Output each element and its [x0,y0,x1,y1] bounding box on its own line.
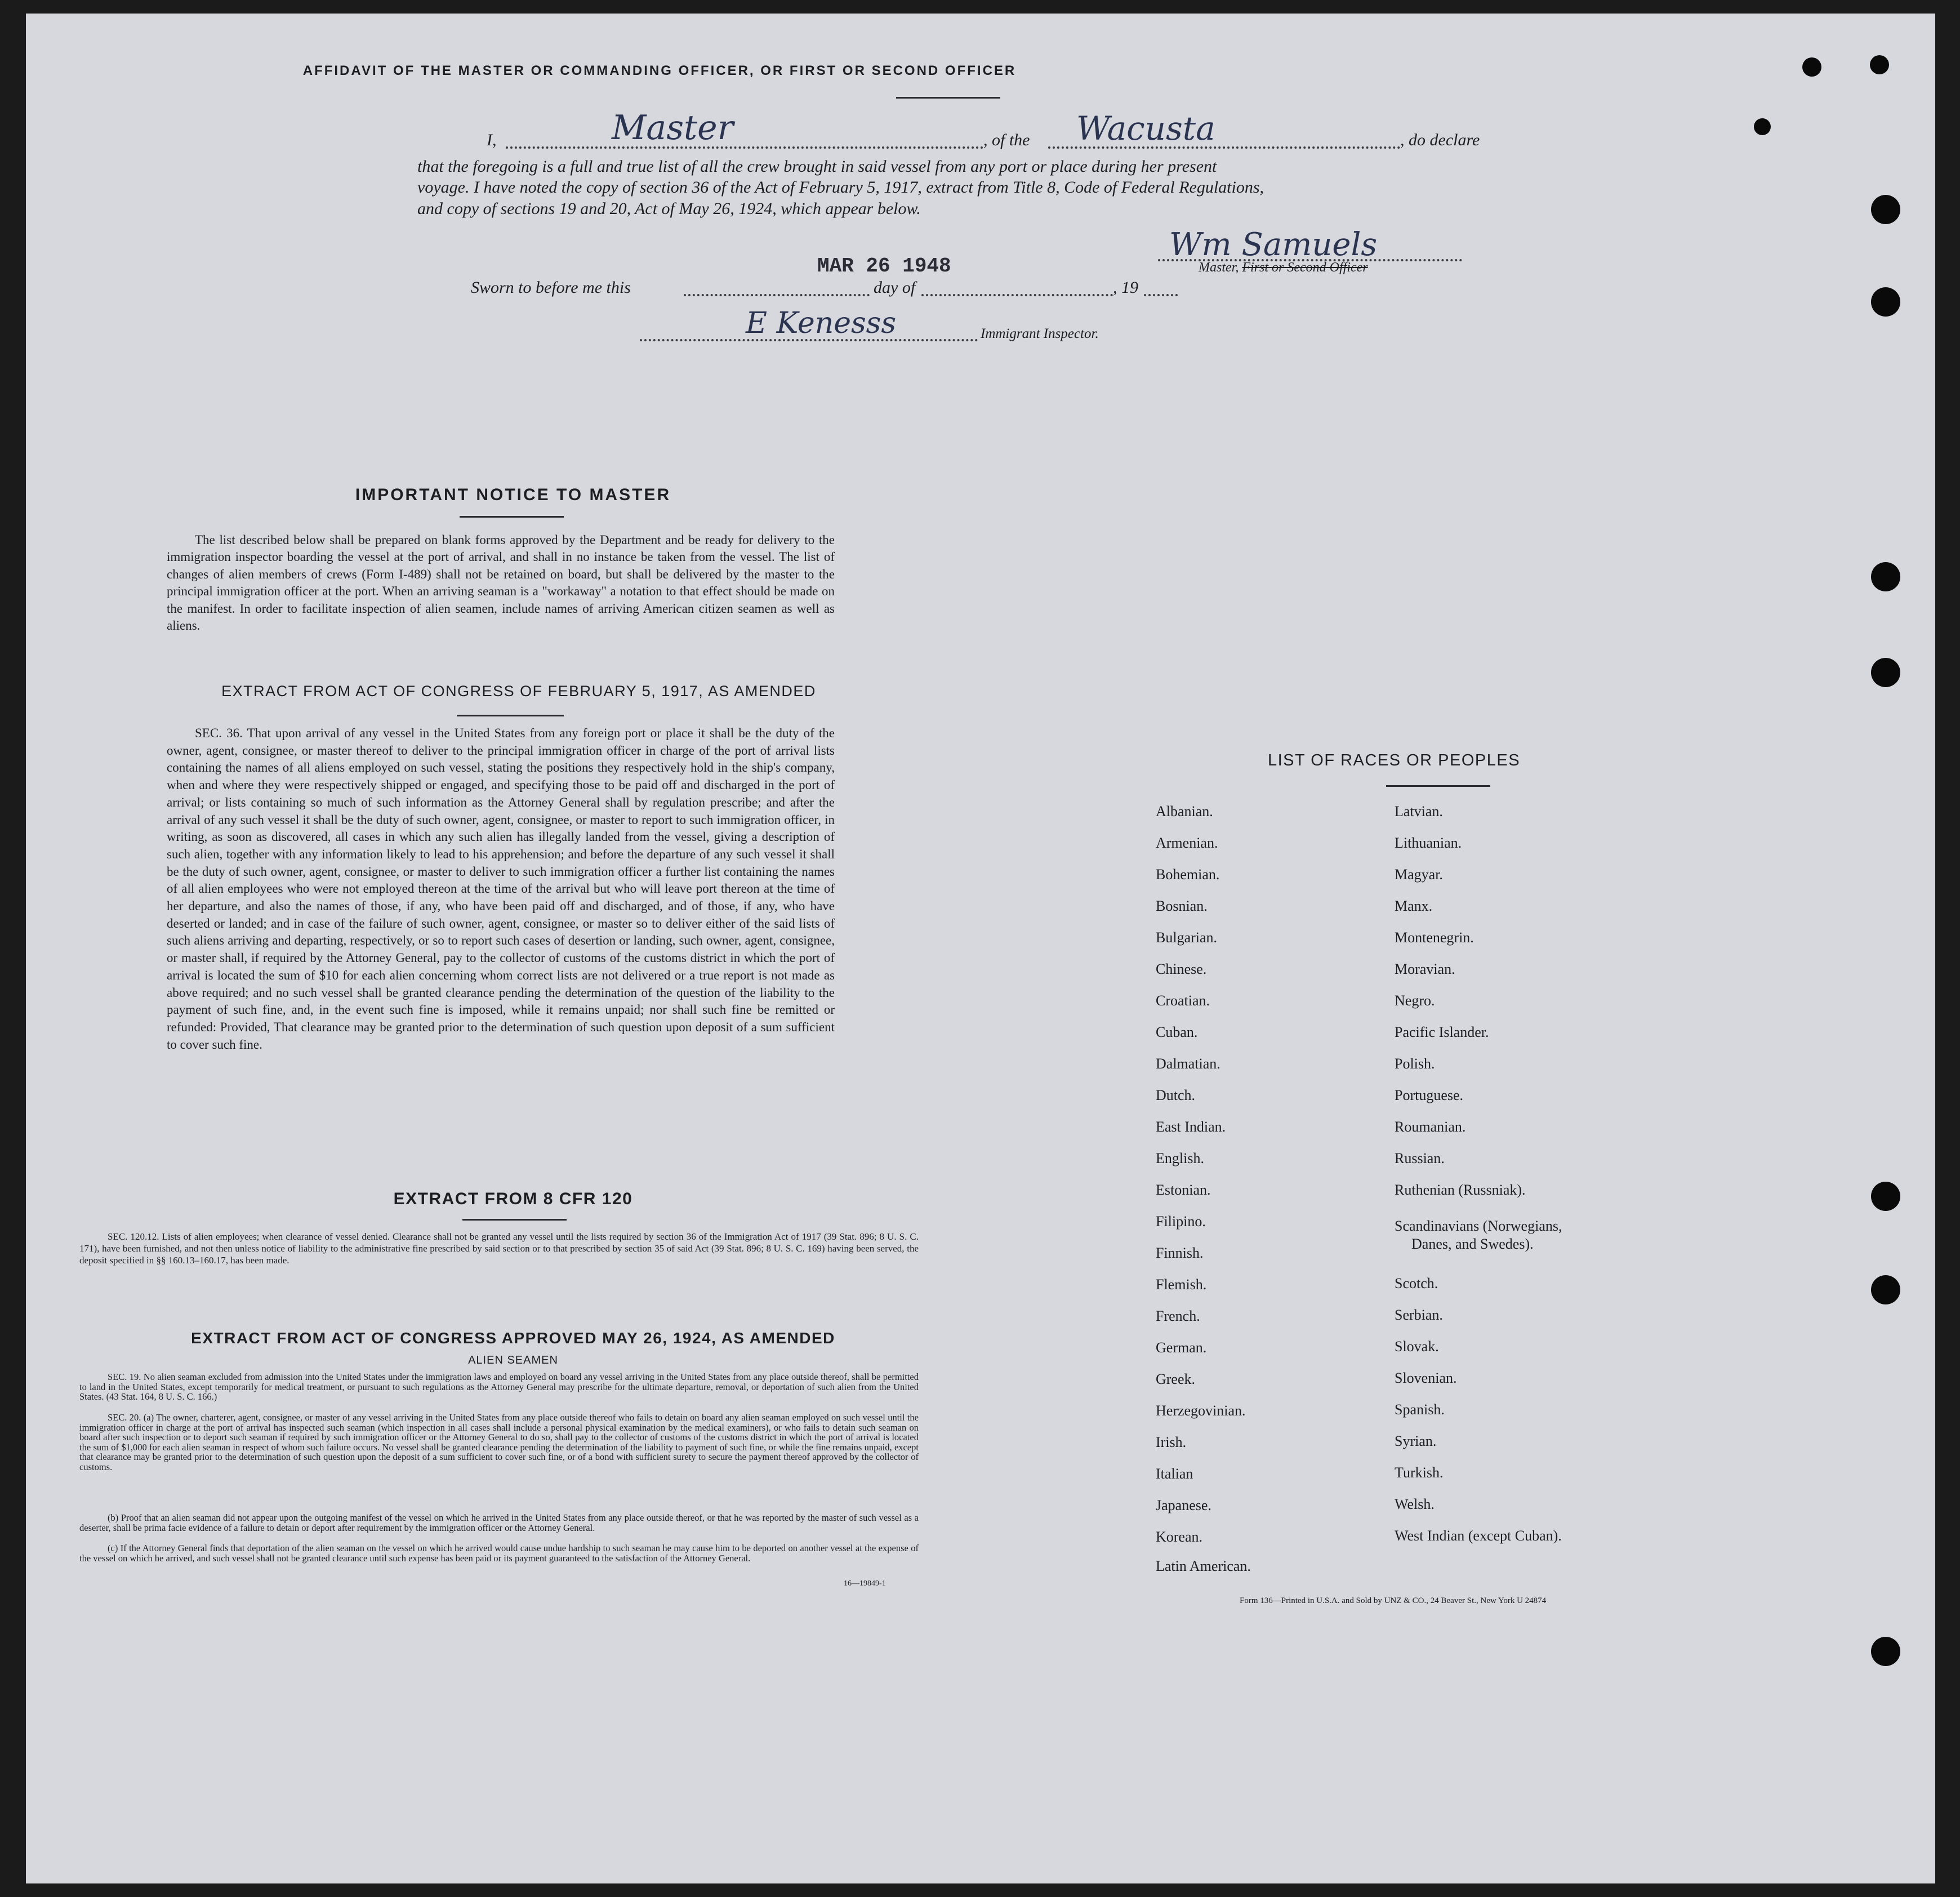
affidavit-i-label: I, [487,131,497,149]
act-1924-sec20c: (c) If the Attorney General finds that deportation of the alien seaman on the vessel on which he arrived would cause undue hardship to such seaman he may cause him to be deported on another vessel at the expense of the vessel on which he arrived, and such vessel shall not be granted clearance until such expense has been paid or its payment guaranteed to the satisfaction of the Attorney General. [79,1543,919,1564]
act-1917-rule [457,715,564,716]
race-item: Dutch. [1156,1087,1196,1103]
race-item: Pacific Islander. [1395,1024,1489,1040]
master-line [506,146,983,149]
punch-hole [1871,1182,1900,1211]
master-title-struck: First or Second Officer [1242,260,1368,275]
race-item: Negro. [1395,992,1435,1009]
race-item: West Indian (except Cuban). [1395,1528,1562,1544]
race-item: Magyar. [1395,866,1443,883]
races-rule [1386,785,1490,787]
race-item: Korean. [1156,1529,1203,1545]
punch-hole [1871,658,1900,687]
race-item: German. [1156,1339,1207,1356]
race-item: Armenian. [1156,835,1218,851]
punch-hole [1871,195,1900,224]
cfr-heading: EXTRACT FROM 8 CFR 120 [393,1190,633,1208]
act-1924-sec20b: (b) Proof that an alien seaman did not appear upon the outgoing manifest of the vessel on which he arrived in the United States from any place outside thereof, or that he was reported by the master of such vessel as a deserter, shall be prima facie evidence of a failure to detain or deport after requirement by the immigration officer or the Attorney General. [79,1512,919,1533]
punch-hole [1802,57,1821,77]
race-item: Dalmatian. [1156,1056,1220,1072]
sworn-label: Sworn to before me this [471,278,631,297]
vessel-handwritten: Wacusta [1076,109,1215,148]
affidavit-body-line2: voyage. I have noted the copy of section 36 of the Act of February 5, 1917, extract from Title 8, Code of Federal Regulations, [417,178,1264,197]
race-item: Bulgarian. [1156,929,1218,946]
race-item: Flemish. [1156,1276,1207,1293]
cfr-rule [462,1219,567,1221]
race-item: Finnish. [1156,1245,1204,1261]
race-item: Cuban. [1156,1024,1198,1040]
inspector-signature: E Kenesss [746,306,897,340]
race-item: English. [1156,1150,1204,1166]
master-signature: Wm Samuels [1169,226,1378,263]
act-1917-heading: EXTRACT FROM ACT OF CONGRESS OF FEBRUARY 5, 1917, AS AMENDED [221,683,816,700]
affidavit-body-line3: and copy of sections 19 and 20, Act of May 26, 1924, which appear below. [417,199,921,218]
year-label: , 19 [1113,278,1138,297]
race-item: French. [1156,1308,1200,1324]
race-item: Portuguese. [1395,1087,1464,1103]
race-item: Filipino. [1156,1213,1206,1230]
race-item: Chinese. [1156,961,1207,977]
inspector-label: Immigrant Inspector. [981,326,1099,341]
punch-hole [1754,118,1771,135]
act-1924-sec19: SEC. 19. No alien seaman excluded from admission into the United States under the immigration laws and employed on board any vessel arriving in the United States from any place outside thereof, shall be permitted to land in the United States, except temporarily for medical treatment, or pursuant to such regulations as the Attorney General may prescribe for the ultimate departure, removal, or deportation of such alien from the United States. (43 Stat. 164, 8 U. S. C. 166.) [79,1371,919,1402]
race-item: Spanish. [1395,1401,1445,1418]
notice-heading-rule [460,516,564,518]
punch-hole [1871,287,1900,317]
race-item: Japanese. [1156,1497,1211,1513]
race-item: Albanian. [1156,803,1213,820]
race-item: Italian [1156,1466,1193,1482]
race-item: Lithuanian. [1395,835,1462,851]
master-title [1199,260,1368,275]
punch-hole [1870,55,1889,74]
race-item: Syrian. [1395,1433,1437,1449]
race-item: Bohemian. [1156,866,1220,883]
sworn-year-line [1144,294,1178,296]
master-handwritten: Master [612,108,734,148]
race-item: Croatian. [1156,992,1210,1009]
race-item: Scotch. [1395,1275,1438,1292]
race-item: Slovak. [1395,1338,1439,1355]
act-1924-subheading: ALIEN SEAMEN [468,1354,558,1366]
race-item: Welsh. [1395,1496,1435,1512]
race-item: Russian. [1395,1150,1445,1166]
race-item: Bosnian. [1156,898,1208,914]
race-item: Moravian. [1395,961,1455,977]
sworn-day-line [684,294,870,296]
race-item: Danes, and Swedes). [1411,1236,1534,1252]
date-stamp: MAR 26 1948 [817,255,951,278]
race-item: Turkish. [1395,1464,1444,1481]
day-of-label: day of [874,278,916,297]
race-item: Greek. [1156,1371,1196,1387]
notice-heading: IMPORTANT NOTICE TO MASTER [355,486,671,504]
cfr-text: SEC. 120.12. Lists of alien employees; when clearance of vessel denied. Clearance shall not be granted any vessel until the lists required by section 36 of the Immigration Act of 1917 (39 Stat. 896; 8 U. S. C. 171), have been furnished, and not then unless notice of liability to the administrative fine prescribed by said section or to that prescribed by section 35 of said Act (39 Stat. 896; 8 U. S. C. 169) having been served, the deposit specified in §§ 160.13–160.17, has been made. [79,1231,919,1266]
race-item: Roumanian. [1395,1119,1466,1135]
act-1924-heading: EXTRACT FROM ACT OF CONGRESS APPROVED MAY 26, 1924, AS AMENDED [191,1329,835,1347]
form-code: 16—19849-1 [844,1579,886,1588]
race-item: Ruthenian (Russniak). [1395,1182,1526,1198]
race-item: Polish. [1395,1056,1435,1072]
declare-label: , do declare [1400,131,1480,149]
printer-imprint: Form 136—Printed in U.S.A. and Sold by UNZ & CO., 24 Beaver St., New York U 24874 [1240,1596,1547,1605]
race-item: Manx. [1395,898,1433,914]
race-item: Scandinavians (Norwegians, [1395,1218,1562,1234]
affidavit-title: AFFIDAVIT OF THE MASTER OR COMMANDING OFFICER, OR FIRST OR SECOND OFFICER [302,63,1017,78]
sworn-month-line [921,294,1113,296]
of-the-label: , of the [983,131,1030,149]
race-item: Serbian. [1395,1307,1443,1323]
races-heading: LIST OF RACES OR PEOPLES [1268,751,1521,769]
race-item: East Indian. [1156,1119,1226,1135]
race-item: Herzegovinian. [1156,1402,1246,1419]
notice-text: The list described below shall be prepared on blank forms approved by the Department and be ready for delivery to the immigration inspector boarding the vessel at the port of arrival, and shall in no instance be taken from the vessel. The list of changes of alien members of crews (Form I-489) shall not be retained on board, but shall be delivered by the master to the principal immigration officer at the port. When an arriving seaman is a "workaway" a notation to that effect should be made on the manifest. In order to facilitate inspection of alien seamen, include names of arriving American citizen seamen as well as aliens. [167,533,835,633]
document-page [26,14,1935,1883]
race-item: Latin American. [1156,1558,1251,1574]
master-title-prefix: Master, [1199,260,1239,275]
race-item: Montenegrin. [1395,929,1474,946]
affidavit-title-rule [896,97,1000,99]
punch-hole [1871,1637,1900,1666]
race-item: Latvian. [1395,803,1443,820]
punch-hole [1871,562,1900,591]
act-1917-text: SEC. 36. That upon arrival of any vessel in the United States from any foreign port or place it shall be the duty of the owner, agent, consignee, or master thereof to deliver to the principal immigration officer in charge of the port of arrival lists containing the names of all aliens employed on such vessel, stating the positions they respectively hold in the ship's company, when and where they were respectively shipped or engaged, and specifying those to be paid off and discharged in the port of arrival; or lists containing so much of such information as the Attorney General shall by regulation prescribe; and after the arrival of any such vessel it shall be the duty of such owner, agent, consignee, or master to report to such immigration officer, in writing, as soon as discovered, all cases in which any such alien has illegally landed from the vessel, giving a description of such alien, together with any information likely to lead to his apprehension; and before the departure of any such vessel it shall be the duty of such owner, agent, consignee, or master to deliver to such immigration officer a further list containing the names of all alien employees who were not employed thereon at the time of the arrival but who will leave port thereon at the time of her departure, and also the names of those, if any, who have been paid off and discharged, and of those, if any, who have deserted or landed; and in case of the failure of such owner, agent, consignee, or master so to deliver either of the said lists of such aliens arriving and departing, respectively, or so to report such cases of desertion or landing, such owner, agent, consignee, or master shall, if required by the Attorney General, pay to the collector of customs of the customs district in which the port of arrival is located the sum of $10 for each alien concerning whom correct lists are not delivered or a true report is not made as above required; and no such vessel shall be granted clearance pending the determination of the question of the liability to the payment of such fine, and, in the event such fine is imposed, while it remains unpaid; nor shall such fine be remitted or refunded: Provided, That clearance may be granted prior to the determination of such question upon deposit of a sum sufficient to cover such fine. [167,726,835,1052]
race-item: Slovenian. [1395,1370,1457,1386]
act-1924-sec20a: SEC. 20. (a) The owner, charterer, agent, consignee, or master of any vessel arriving in the United States from any place outside thereof who fails to detain on board any alien seaman employed on such vessel until the immigration officer in charge at the port of arrival has inspected such seaman (which inspection in all cases shall include a personal physical examination by the medical examiners), or who fails to detain such seaman on board after such inspection or to deport such seaman if required by such immigration officer or the Attorney General to do so, shall pay to the collector of customs of the customs district in which the port of arrival is located the sum of $1,000 for each alien seaman in respect of whom such failure occurs. No vessel shall be granted clearance pending the determination of the liability to payment of such fine, or while the fine remains unpaid, except that clearance may be granted prior to the determination of such question upon the deposit of a sum sufficient to cover such fine, or of a bond with sufficient surety to secure the payment thereof approved by the collector of customs. [79,1412,919,1472]
race-item: Irish. [1156,1434,1187,1450]
affidavit-body-line1: that the foregoing is a full and true list of all the crew brought in said vessel from any port or place during her present [417,157,1217,176]
race-item: Estonian. [1156,1182,1211,1198]
punch-hole [1871,1275,1900,1304]
